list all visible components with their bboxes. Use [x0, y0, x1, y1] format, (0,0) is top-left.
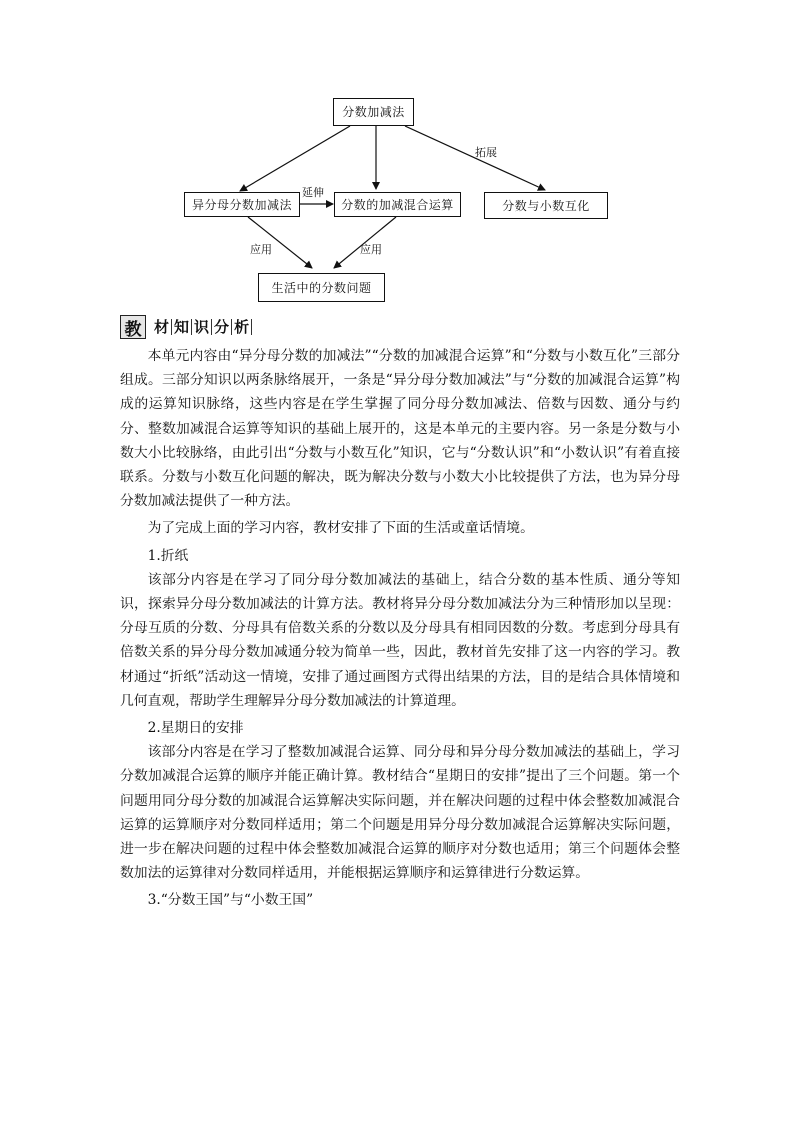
- label-apply-left: 应用: [250, 243, 272, 256]
- section-title-char: 材: [152, 319, 172, 335]
- node-unlike-denominator: 异分母分数加减法: [184, 192, 300, 217]
- item-3-title: 3.“分数王国”与“小数王国”: [147, 892, 314, 909]
- label-expand: 拓展: [475, 146, 497, 159]
- context-paragraph: 为了完成上面的学习内容，教材安排了下面的生活或童话情境。: [147, 520, 534, 537]
- label-extend: 延伸: [302, 186, 324, 199]
- label-apply-right: 应用: [360, 243, 382, 256]
- body-content: [120, 344, 680, 913]
- node-mixed-operations: 分数的加减混合运算: [334, 192, 461, 217]
- node-fraction-add-subtract: 分数加减法: [333, 98, 414, 126]
- item-1-text: 该部分内容是在学习了同分母分数加减法的基础上，结合分数的基本性质、通分等知识，探索异分母分数加减法的计算方法。教材将异分母分数加减法分为三种情形加以呈现：分母互质的分数、分母具有倍数关系的分数以及分母具有相同因数的分数。考虑到分母具有倍数关系的异分母分数加减通分较为简单一些，因此，教材首先安排了这一内容的学习。教材通过“折纸”活动这一情境，安排了通过画图方式得出结果的方法，目的是结合具体情境和几何直观，帮助学生理解异分母分数加减法的计算道理。: [120, 571, 680, 709]
- section-title-char: 识: [192, 319, 212, 335]
- knowledge-structure-diagram: [0, 0, 794, 310]
- arrow-top-to-left: [240, 126, 350, 191]
- item-2-title: 2.星期日的安排: [147, 720, 244, 737]
- section-title-char: 分: [212, 319, 232, 335]
- section-header: [120, 314, 252, 340]
- diagram-arrows: [0, 0, 794, 310]
- node-life-problems: 生活中的分数问题: [258, 273, 385, 302]
- item-2-text: 该部分内容是在学习了整数加减混合运算、同分母和异分母分数加减法的基础上，学习分数加减混合运算的顺序并能正确计算。教材结合“星期日的安排”提出了三个问题。第一个问题用同分母分数的加减混合运算解决实际问题，并在解决问题的过程中体会整数加减混合运算的运算顺序对分数同样适用；第二个问题是用异分母分数加减混合运算解决实际问题，进一步在解决问题的过程中体会整数加减混合运算的顺序对分数也适用；第三个问题体会整数加法的运算律对分数同样适用，并能根据运算顺序和运算律进行分数运算。: [120, 744, 680, 882]
- intro-paragraph: 本单元内容由“异分母分数的加减法”“分数的加减混合运算”和“分数与小数互化”三部分组成。三部分知识以两条脉络展开，一条是“异分母分数加减法”与“分数的加减混合运算”构成的运算知识脉络，这些内容是在学生掌握了同分母分数加减法、倍数与因数、通分与约分、整数加减混合运算等知识的基础上展开的，这是本单元的主要内容。另一条是分数与小数大小比较脉络，由此引出“分数与小数互化”知识，它与“分数认识”和“小数认识”有着直接联系。分数与小数互化问题的解决，既为解决分数与小数大小比较提供了方法，也为异分母分数加减法提供了一种方法。: [120, 348, 680, 510]
- node-fraction-decimal-conversion: 分数与小数互化: [484, 192, 608, 219]
- item-1-title: 1.折纸: [147, 547, 189, 564]
- section-title-char: 知: [172, 319, 192, 335]
- section-title-char: 析: [232, 319, 252, 335]
- section-badge: 教: [120, 315, 146, 339]
